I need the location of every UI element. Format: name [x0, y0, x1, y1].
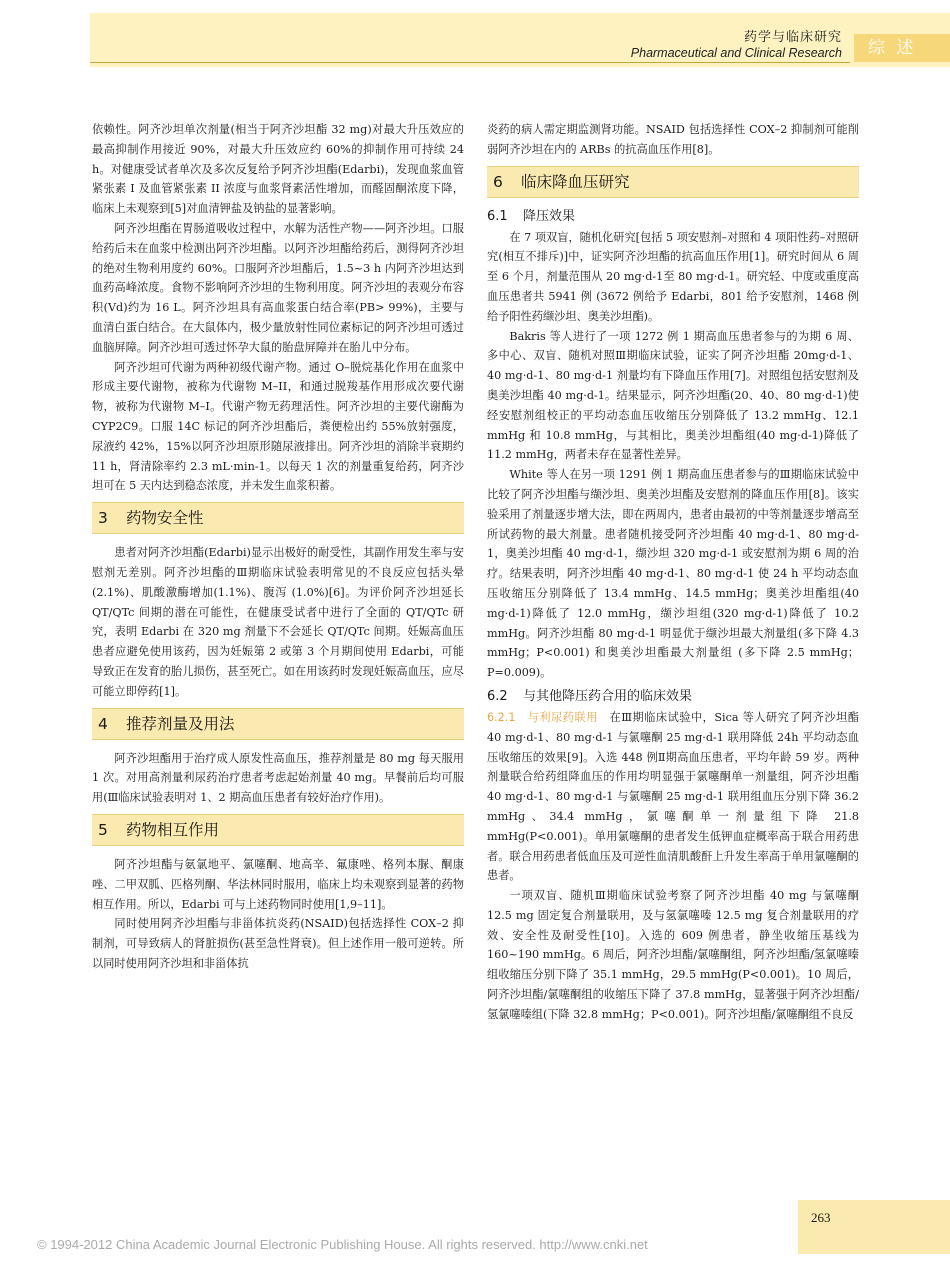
- section-number: 6: [493, 172, 503, 191]
- subsection-number: 6.2: [487, 688, 508, 704]
- subsection-number: 6.1: [487, 208, 508, 224]
- paragraph-with-subheading: [487, 708, 859, 886]
- section-number: 5: [98, 820, 108, 839]
- section-heading-3: [92, 502, 464, 534]
- subsubsection-heading-6-2-1: 6.2.1 与利尿药联用: [487, 710, 598, 724]
- paragraph: 一项双盲、随机Ⅲ期临床试验考察了阿齐沙坦酯 40 mg 与氯噻酮 12.5 mg 固定复合剂量联用，及与氢氯噻嗪 12.5 mg 复合剂量联用的疗效、安全性及耐受性[10]。入选的 609 例患者，静坐收缩压基线为160~190 mmHg。6 周后，阿齐沙坦酯/氯噻酮组，阿齐沙坦酯/氢氯噻嗪组收缩压分别下降了 35.1 mmHg，29.5 mmHg(P<0.001)。10 周后，阿齐沙坦酯/氯噻酮组的收缩压下降了 37.8 mmHg，显著强于阿齐沙坦酯/氢氯噻嗪组(下降 32.8 mmHg；P<0.001)。阿齐沙坦酯/氯噻酮组不良反: [487, 889, 859, 1021]
- section-title: 药物相互作用: [126, 820, 220, 839]
- paragraph: 依赖性。阿齐沙坦单次剂量(相当于阿齐沙坦酯 32 mg)对最大升压效应的最高抑制作用接近 90%，对最大升压效应约 60%的抑制作用可持续 24 h。对健康受试者单次及多次反复给予阿齐沙坦酯(Edarbi)，发现血浆血管紧张素 I 及血管紧张素 II 浓度与血浆肾素活性增加，而醛固酮浓度下降，临床上未观察到[5]对血清钾盐及钠盐的显著影响。: [92, 123, 464, 216]
- section-title: 药物安全性: [126, 509, 204, 528]
- paragraph: Bakris 等人进行了一项 1272 例 1 期高血压患者参与的为期 6 周、多中心、双盲、随机对照Ⅲ期临床试验，证实了阿齐沙坦酯 20mg·d-1、40 mg·d-1、80 mg·d-1 剂量均有下降血压作用[7]。对照组包括安慰剂及奥美沙坦酯 40 mg·d-1。结果显示，阿齐沙坦酯(20、40、80 mg·d-1)使经安慰剂组校正的平均动态血压收缩压分别降低了 13.2 mmHg、12.1 mmHg 和 10.8 mmHg，与其相比，奥美沙坦酯组(40 mg·d-1)降低了 11.2 mmHg，两者未存在显著性差异。: [487, 329, 859, 462]
- section-heading-5: [92, 814, 464, 846]
- paragraph: 患者对阿齐沙坦酯(Edarbi)显示出极好的耐受性，其副作用发生率与安慰剂无差别。阿齐沙坦酯的Ⅲ期临床试验表明常见的不良反应包括头晕(2.1%)、肌酸激酶增加(1.1%)、腹泻 (1.0%)[6]。为评价阿齐沙坦延长 QT/QTc 间期的潜在可能性，在健康受试者中进行了全面的 QT/QTc 研究，表明 Edarbi 在 320 mg 剂量下不会延长 QT/QTc 间期。妊娠高血压患者应避免使用该药，因为妊娠第 2 或第 3 个月期间使用 Edarbi，可能导致正在发育的胎儿损伤，甚至死亡。如在用该药时发现妊娠高血压，应尽可能立即停药[1]。: [92, 546, 464, 698]
- page-number-box: [798, 1200, 950, 1254]
- copyright-footer: © 1994-2012 China Academic Journal Electronic Publishing House. All rights reserved. http://www.cnki.net: [37, 1237, 648, 1252]
- subsection-title: 与其他降压药合用的临床效果: [523, 688, 693, 704]
- section-tag: 综 述: [854, 34, 950, 62]
- paragraph-text: 在Ⅲ期临床试验中，Sica 等人研究了阿齐沙坦酯 40 mg·d-1、80 mg·d-1 与氯噻酮 25 mg·d-1 联用降低 24h 平均动态血压收缩压的效果[9]。入选 448 例Ⅱ期高血压患者，平均年龄 59 岁。两种剂量联合给药组降血压的作用均明显强于氯噻酮单一剂量组，阿齐沙坦酯 40 mg·d-1、80 mg·d-1 与氯噻酮 25 mg·d-1 联用组血压分别下降 36.2 mmHg、34.4 mmHg，氯噻酮单一剂量组下降 21.8 mmHg(P<0.001)。单用氯噻酮的患者发生低钾血症概率高于联合用药患者。联合用药患者低血压及可逆性血清肌酸酐上升发生率高于单用氯噻酮的患者。: [487, 710, 859, 883]
- section-heading-4: [92, 708, 464, 740]
- paragraph: 阿齐沙坦酯在胃肠道吸收过程中，水解为活性产物——阿齐沙坦。口服给药后未在血浆中检测出阿齐沙坦酯。以阿齐沙坦酯给药后，测得阿齐沙坦的绝对生物利用度约 60%。口服阿齐沙坦酯后，1.5~3 h 内阿齐沙坦达到血药高峰浓度。食物不影响阿齐沙坦的生物利用度。阿齐沙坦的表观分布容积(Vd)约为 16 L。阿齐沙坦具有高血浆蛋白结合率(PB> 99%)，主要与血清白蛋白结合。在大鼠体内，极少量放射性同位素标记的阿齐沙坦可透过血脑屏障。阿齐沙坦可透过怀孕大鼠的胎盘屏障并在胎儿中分布。: [92, 221, 464, 354]
- paragraph: 阿齐沙坦酯用于治疗成人原发性高血压，推荐剂量是 80 mg 每天服用 1 次。对用高剂量利尿药治疗患者考虑起始剂量 40 mg。早餐前后均可服用(Ⅲ临床试验表明对 1、2 期高血压患者有较好治疗作用)。: [92, 751, 464, 805]
- journal-title-en: Pharmaceutical and Clinical Research: [630, 46, 842, 60]
- paragraph: 同时使用阿齐沙坦酯与非甾体抗炎药(NSAID)包括选择性 COX–2 抑制剂，可导致病人的肾脏损伤(甚至急性肾衰)。但上述作用一般可逆转。所以同时使用阿齐沙坦和非甾体抗: [92, 917, 464, 970]
- section-title: 推荐剂量及用法: [126, 714, 235, 733]
- paragraph: White 等人在另一项 1291 例 1 期高血压患者参与的Ⅲ期临床试验中比较了阿齐沙坦酯与缬沙坦、奥美沙坦酯及安慰剂的降血压作用[8]。该实验采用了剂量逐步增大法，即在两周内，患者由最初的中等剂量逐步增高至所试药物的最大剂量。患者随机接受阿齐沙坦酯 40 mg·d-1、80 mg·d-1，奥美沙坦酯 40 mg·d-1，缬沙坦 320 mg·d-1 或安慰剂为期 6 周的治疗。结果表明，阿齐沙坦酯 40 mg·d-1、80 mg·d-1 使 24 h 平均动态血压收缩压分别降低了 13.4 mmHg、14.5 mmHg；奥美沙坦酯组(40 mg·d-1)降低了 12.0 mmHg，缬沙坦组(320 mg·d-1)降低了 10.2 mmHg。阿齐沙坦酯 80 mg·d-1 明显优于缬沙坦最大剂量组(多下降 4.3 mmHg；P<0.001) 和奥美沙坦酯最大剂量组 (多下降 2.5 mmHg；P=0.009)。: [487, 468, 859, 680]
- header-rule: [90, 62, 850, 63]
- section-title: 临床降血压研究: [521, 172, 630, 191]
- journal-title-cn: 药学与临床研究: [743, 30, 842, 45]
- right-column: [487, 120, 859, 1025]
- subsection-heading-6-1: [487, 207, 859, 227]
- left-column: [92, 120, 464, 974]
- subsection-heading-6-2: [487, 687, 859, 707]
- paragraph: 炎药的病人需定期监测肾功能。NSAID 包括选择性 COX–2 抑制剂可能削弱阿齐沙坦在内的 ARBs 的抗高血压作用[8]。: [487, 123, 859, 156]
- paragraph: 阿齐沙坦酯与氨氯地平、氯噻酮、地高辛、氟康唑、格列本脲、酮康唑、二甲双胍、匹格列酮、华法林同时服用，临床上均未观察到显著的药物相互作用。所以，Edarbi 可与上述药物同时使用[1,9–11]。: [92, 857, 464, 911]
- section-heading-6: [487, 166, 859, 198]
- section-number: 4: [98, 714, 108, 733]
- paragraph: 在 7 项双盲，随机化研究[包括 5 项安慰剂–对照和 4 项阳性药–对照研究(相互不排斥)]中，证实阿齐沙坦酯的抗高血压作用[1]。研究时间从 6 周至 6 个月，剂量范围从 20 mg·d-1至 80 mg·d-1。研究轻、中度或重度高血压患者共 5941 例 (3672 例给予 Edarbi，801 给予安慰剂，1468 例给予阳性药缬沙坦、奥美沙坦酯)。: [487, 230, 859, 323]
- section-number: 3: [98, 509, 108, 528]
- paragraph: 阿齐沙坦可代谢为两种初级代谢产物。通过 O–脱烷基化作用在血浆中形成主要代谢物，被称为代谢物 M–II，和通过脱羧基作用形成次要代谢物，被称为代谢物 M–I。代谢产物无药理活性。阿齐沙坦的主要代谢酶为 CYP2C9。口服 14C 标记的阿齐沙坦酯后，粪便检出约 55%放射强度，尿液约 42%，15%以阿齐沙坦原形随尿液排出。阿齐沙坦的消除半衰期约 11 h，肾清除率约 2.3 mL·min-1。以每天 1 次的剂量重复给药，阿齐沙坦可在 5 天内达到稳态浓度，并未发生血浆积蓄。: [92, 360, 464, 493]
- subsection-title: 降压效果: [523, 208, 576, 224]
- page-number: 263: [811, 1210, 831, 1225]
